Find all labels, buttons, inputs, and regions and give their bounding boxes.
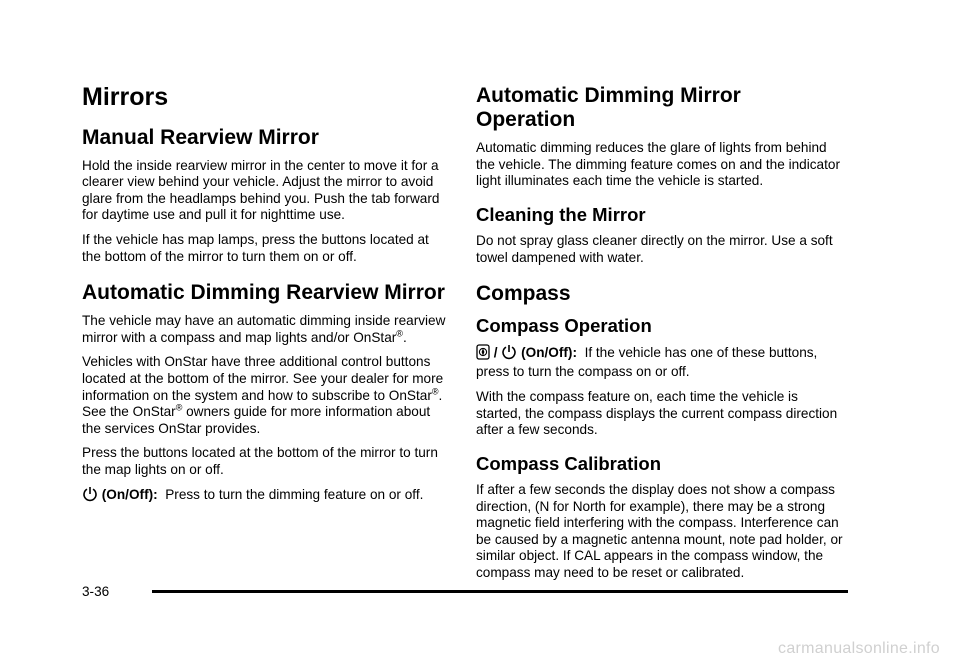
registered-mark: ®: [431, 386, 439, 397]
compass-onoff-label: (On/Off):: [521, 344, 577, 360]
paragraph: If the vehicle has map lamps, press the buttons located at the bottom of the mirror to turn them on or off.: [82, 231, 429, 264]
heading-cleaning-the-mirror: Cleaning the Mirror: [476, 204, 646, 226]
compass-onoff-item: [476, 344, 844, 381]
page-title: Mirrors: [82, 83, 169, 111]
paragraph: If after a few seconds the display does not show a compass direction, (N for North for example), there may be a strong magnetic field interfering with the compass. Interference can be caused by a magnetic antenna mount, note pad holder, or similar object. If CAL appears in the compass window, the compass may need to be reset or calibrated.: [476, 482, 843, 580]
footer-rule: [152, 590, 848, 593]
paragraph: Do not spray glass cleaner directly on the mirror. Use a soft towel dampened with water.: [476, 233, 833, 265]
section-cleaning-the-mirror: [476, 204, 844, 266]
watermark: carmanualsonline.info: [778, 640, 940, 657]
onoff-label: (On/Off):: [101, 487, 158, 503]
separator: /: [490, 344, 502, 360]
power-icon: [82, 486, 98, 507]
left-column: [82, 78, 450, 515]
heading-manual-rearview-mirror: Manual Rearview Mirror: [82, 125, 319, 149]
heading-compass-calibration: Compass Calibration: [476, 452, 662, 474]
heading-automatic-dimming-mirror-operation: Automatic Dimming Mirror Operation: [476, 84, 741, 132]
paragraph: With the compass feature on, each time the vehicle is started, the compass displays the current compass direction after a few seconds.: [476, 389, 838, 438]
section-manual-rearview-mirror: [82, 126, 450, 266]
compass-onoff-text: If the vehicle has one of these buttons, press to turn the compass on or off.: [476, 344, 818, 380]
compass-icon: [476, 344, 490, 365]
section-automatic-dimming-mirror-operation: [476, 84, 844, 190]
paragraph: Automatic dimming reduces the glare of lights from behind the vehicle. The dimming feature comes on and the indicator light illuminates each time the vehicle is started.: [476, 140, 840, 189]
onoff-item: [82, 486, 450, 507]
section-compass: [476, 282, 844, 581]
paragraph: Press the buttons located at the bottom of the mirror to turn the map lights on or off.: [82, 445, 438, 477]
registered-mark: ®: [396, 328, 403, 339]
section-automatic-dimming-rearview-mirror: [82, 281, 450, 507]
paragraph: Vehicles with OnStar have three additional control buttons located at the bottom of the mirror. See your dealer for more information on the system and how to subscribe to OnStar®. See the OnStar® owners guide for more information about the services OnStar provides.: [82, 354, 444, 436]
paragraph: Hold the inside rearview mirror in the center to move it for a clearer view behind your vehicle. Adjust the mirror to avoid glare from the headlamps behind you. Push the tab forward for daytime use and pull it for nighttime use.: [82, 157, 440, 223]
paragraph: The vehicle may have an automatic dimming inside rearview mirror with a compass and map lights and/or OnStar®.: [82, 313, 446, 345]
power-icon: [501, 344, 517, 365]
page-footer: [82, 580, 848, 604]
heading-compass: Compass: [476, 282, 571, 306]
registered-mark: ®: [175, 402, 183, 413]
onoff-text: Press to turn the dimming feature on or off.: [165, 487, 424, 503]
heading-compass-operation: Compass Operation: [476, 314, 652, 336]
right-column: [476, 84, 844, 589]
heading-automatic-dimming-rearview-mirror: Automatic Dimming Rearview Mirror: [82, 281, 445, 305]
page-number: 3-36: [82, 584, 110, 599]
